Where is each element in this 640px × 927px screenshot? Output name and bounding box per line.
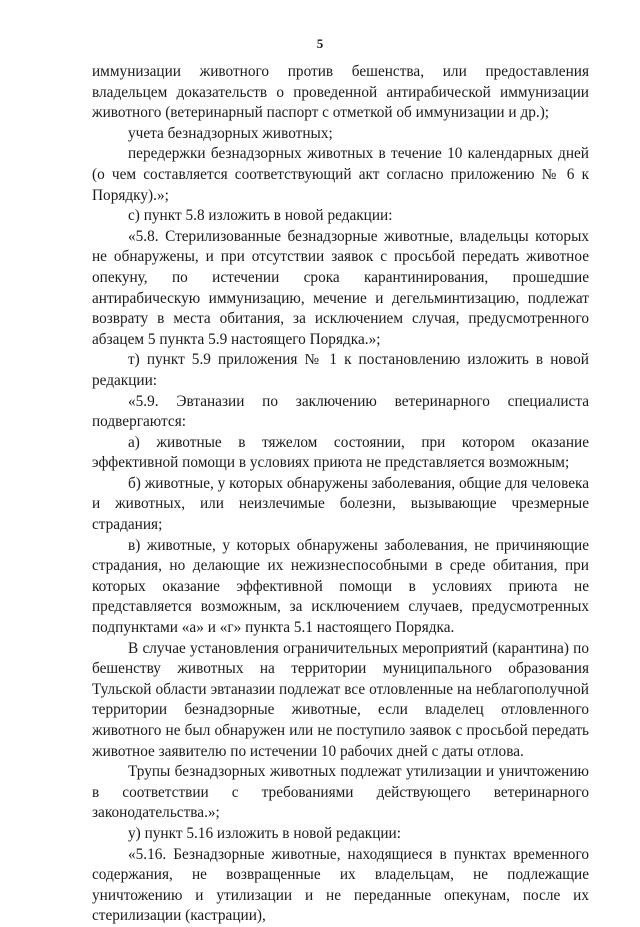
page-number: 5 — [316, 36, 324, 51]
paragraph: с) пункт 5.8 изложить в новой редакции: — [128, 207, 393, 225]
paragraph: «5.16. Безнадзорные животные, находящиеся в пунктах временного содержания, не возвращенные их владельцам, не подлежащие уничтожению и утилизации и не переданные опекунам, после их стерилизации (кастрации), — [92, 845, 589, 925]
paragraph: «5.8. Стерилизованные безнадзорные животные, владельцы которых не обнаружены, и при отсутствии заявок с просьбой передать животное опекуну, по истечении срока карантинирования, прошедшие антирабическую иммунизацию, мечение и дегельминтизацию, подлежат возврату в места обитания, за исключением случая, предусмотренного абзацем 5 пункта 5.9 настоящего Порядка.»; — [92, 227, 589, 348]
document-body — [92, 62, 589, 927]
paragraph: передержки безнадзорных животных в течение 10 календарных дней (о чем составляется соответствующий акт согласно приложению № 6 к Порядку).»; — [92, 145, 589, 204]
paragraph: т) пункт 5.9 приложения № 1 к постановлению изложить в новой редакции: — [92, 351, 589, 389]
paragraph: у) пункт 5.16 изложить в новой редакции: — [128, 824, 401, 842]
paragraph: б) животные, у которых обнаружены заболевания, общие для человека и животных, или неизлечимые болезни, вызывающие чрезмерные страдания; — [92, 474, 589, 534]
paragraph: иммунизации животного против бешенства, или предоставления владельцем доказательств о проведенной антирабической иммунизации животного (ветеринарный паспорт с отметкой об иммунизации и др.); — [92, 63, 589, 122]
paragraph: «5.9. Эвтаназии по заключению ветеринарного специалиста подвергаются: — [92, 392, 589, 431]
paragraph: В случае установления ограничительных мероприятий (карантина) по бешенству животных на территории муниципального образования Тульской области эвтаназии подлежат все отловленные на неблагополучной территории безнадзорные животные, если владелец отловленного животного не был обнаружен или не поступило заявок с просьбой передать животное заявителю по истечении 10 рабочих дней с даты отлова. — [92, 639, 589, 760]
paragraph: учета безнадзорных животных; — [128, 124, 333, 142]
paragraph: в) животные, у которых обнаружены заболевания, не причиняющие страдания, но делающие их нежизнеспособными в среде обитания, при которых оказание эффективной помощи в условиях приюта не представляется возможным, за исключением случаев, предусмотренных подпунктами «а» и «г» пункта 5.1 настоящего Порядка. — [92, 536, 589, 637]
paragraph: а) животные в тяжелом состоянии, при котором оказание эффективной помощи в условиях приюта не представляется возможным; — [92, 433, 589, 472]
paragraph: Трупы безнадзорных животных подлежат утилизации и уничтожению в соответствии с требованиями действующего ветеринарного законодательства.»; — [92, 763, 589, 822]
